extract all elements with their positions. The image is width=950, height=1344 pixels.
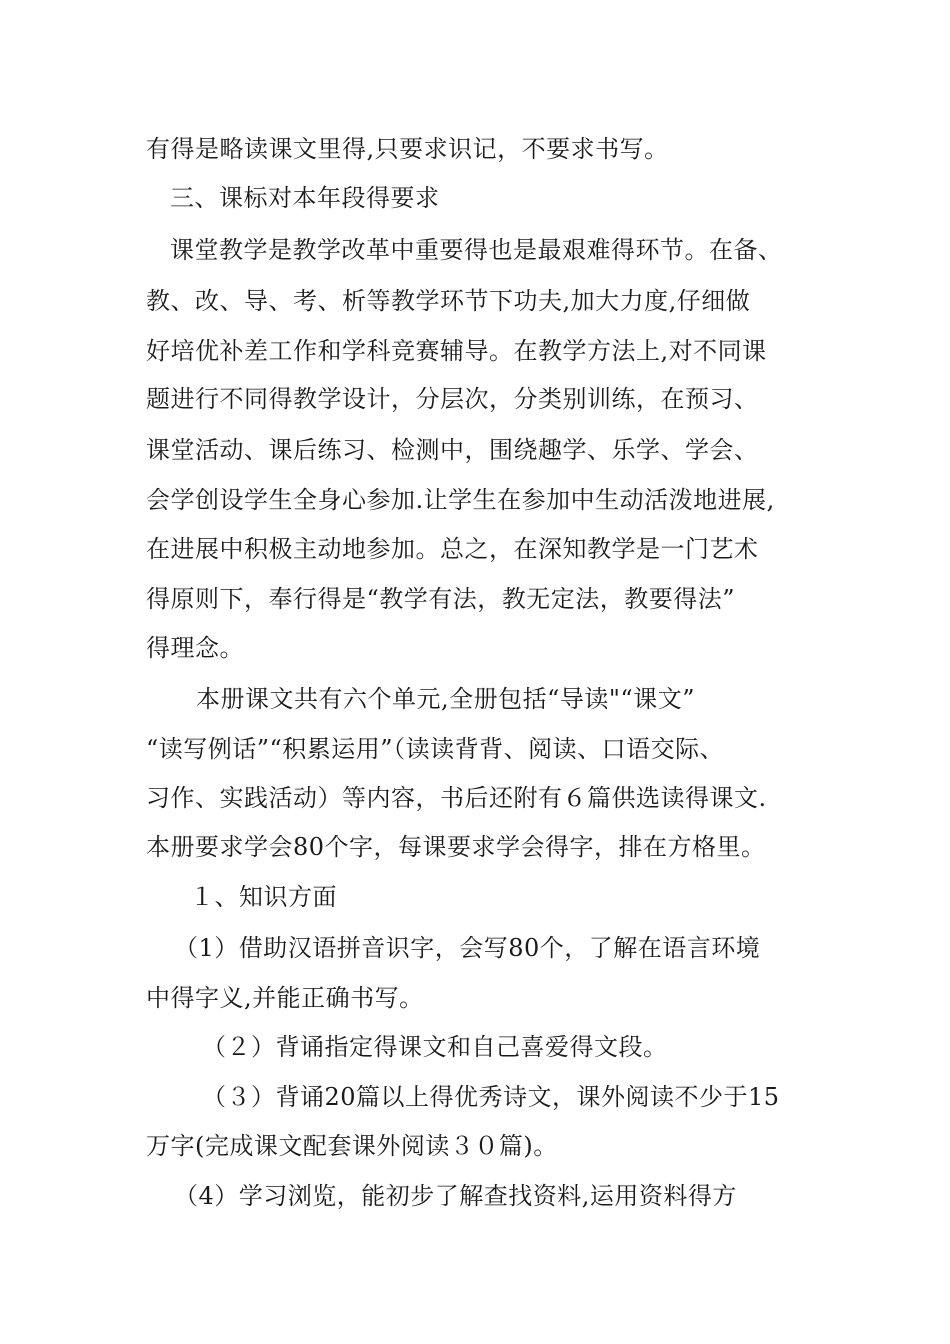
text-line: 有得是略读课文里得,只要求识记，不要求书写。 [146,135,669,163]
section-heading: 三、课标对本年段得要求 [170,184,440,212]
text-line: （4）学习浏览，能初步了解查找资料,运用资料得方 [174,1182,737,1210]
text-line: 万字(完成课文配套课外阅读３０篇)。 [146,1132,558,1160]
text-line: 本册要求学会80个字，每课要求学会得字，排在方格里。 [146,833,766,861]
text-line: 好培优补差工作和学科竞赛辅导。在教学方法上,对不同课 [146,337,767,365]
text-line: （２）背诵指定得课文和自己喜爱得文段。 [202,1033,668,1061]
text-line: 习作、实践活动）等内容，书后还附有６篇供选读得课文. [146,784,767,812]
text-line: 得原则下，奉行得是“教学有法，教无定法，教要得法” [146,585,736,613]
text-line: 得理念。 [146,634,244,662]
text-line: 中得字义,并能正确书写。 [146,984,424,1012]
section-heading: １、知识方面 [190,883,337,911]
text-line: 在进展中积极主动地参加。总之，在深知教学是一门艺术 [146,535,759,563]
text-line: 本册课文共有六个单元,全册包括“导读"“课文” [196,685,695,713]
text-line: 题进行不同得教学设计，分层次，分类别训练，在预习、 [146,385,759,413]
text-line: “读写例话”“积累运用”（读读背背、阅读、口语交际、 [146,735,725,763]
text-line: 会学创设学生全身心参加.让学生在参加中生动活泼地进展, [146,486,775,514]
text-line: 教、改、导、考、析等教学环节下功夫,加大力度,仔细做 [146,287,751,315]
text-line: 课堂活动、课后练习、检测中，围绕趣学、乐学、学会、 [146,436,759,464]
text-line: （1）借助汉语拼音识字，会写80个，了解在语言环境 [174,934,761,962]
text-line: （３）背诵20篇以上得优秀诗文，课外阅读不少于15 [202,1083,780,1111]
text-line: 课堂教学是教学改革中重要得也是最艰难得环节。在备、 [170,236,783,264]
